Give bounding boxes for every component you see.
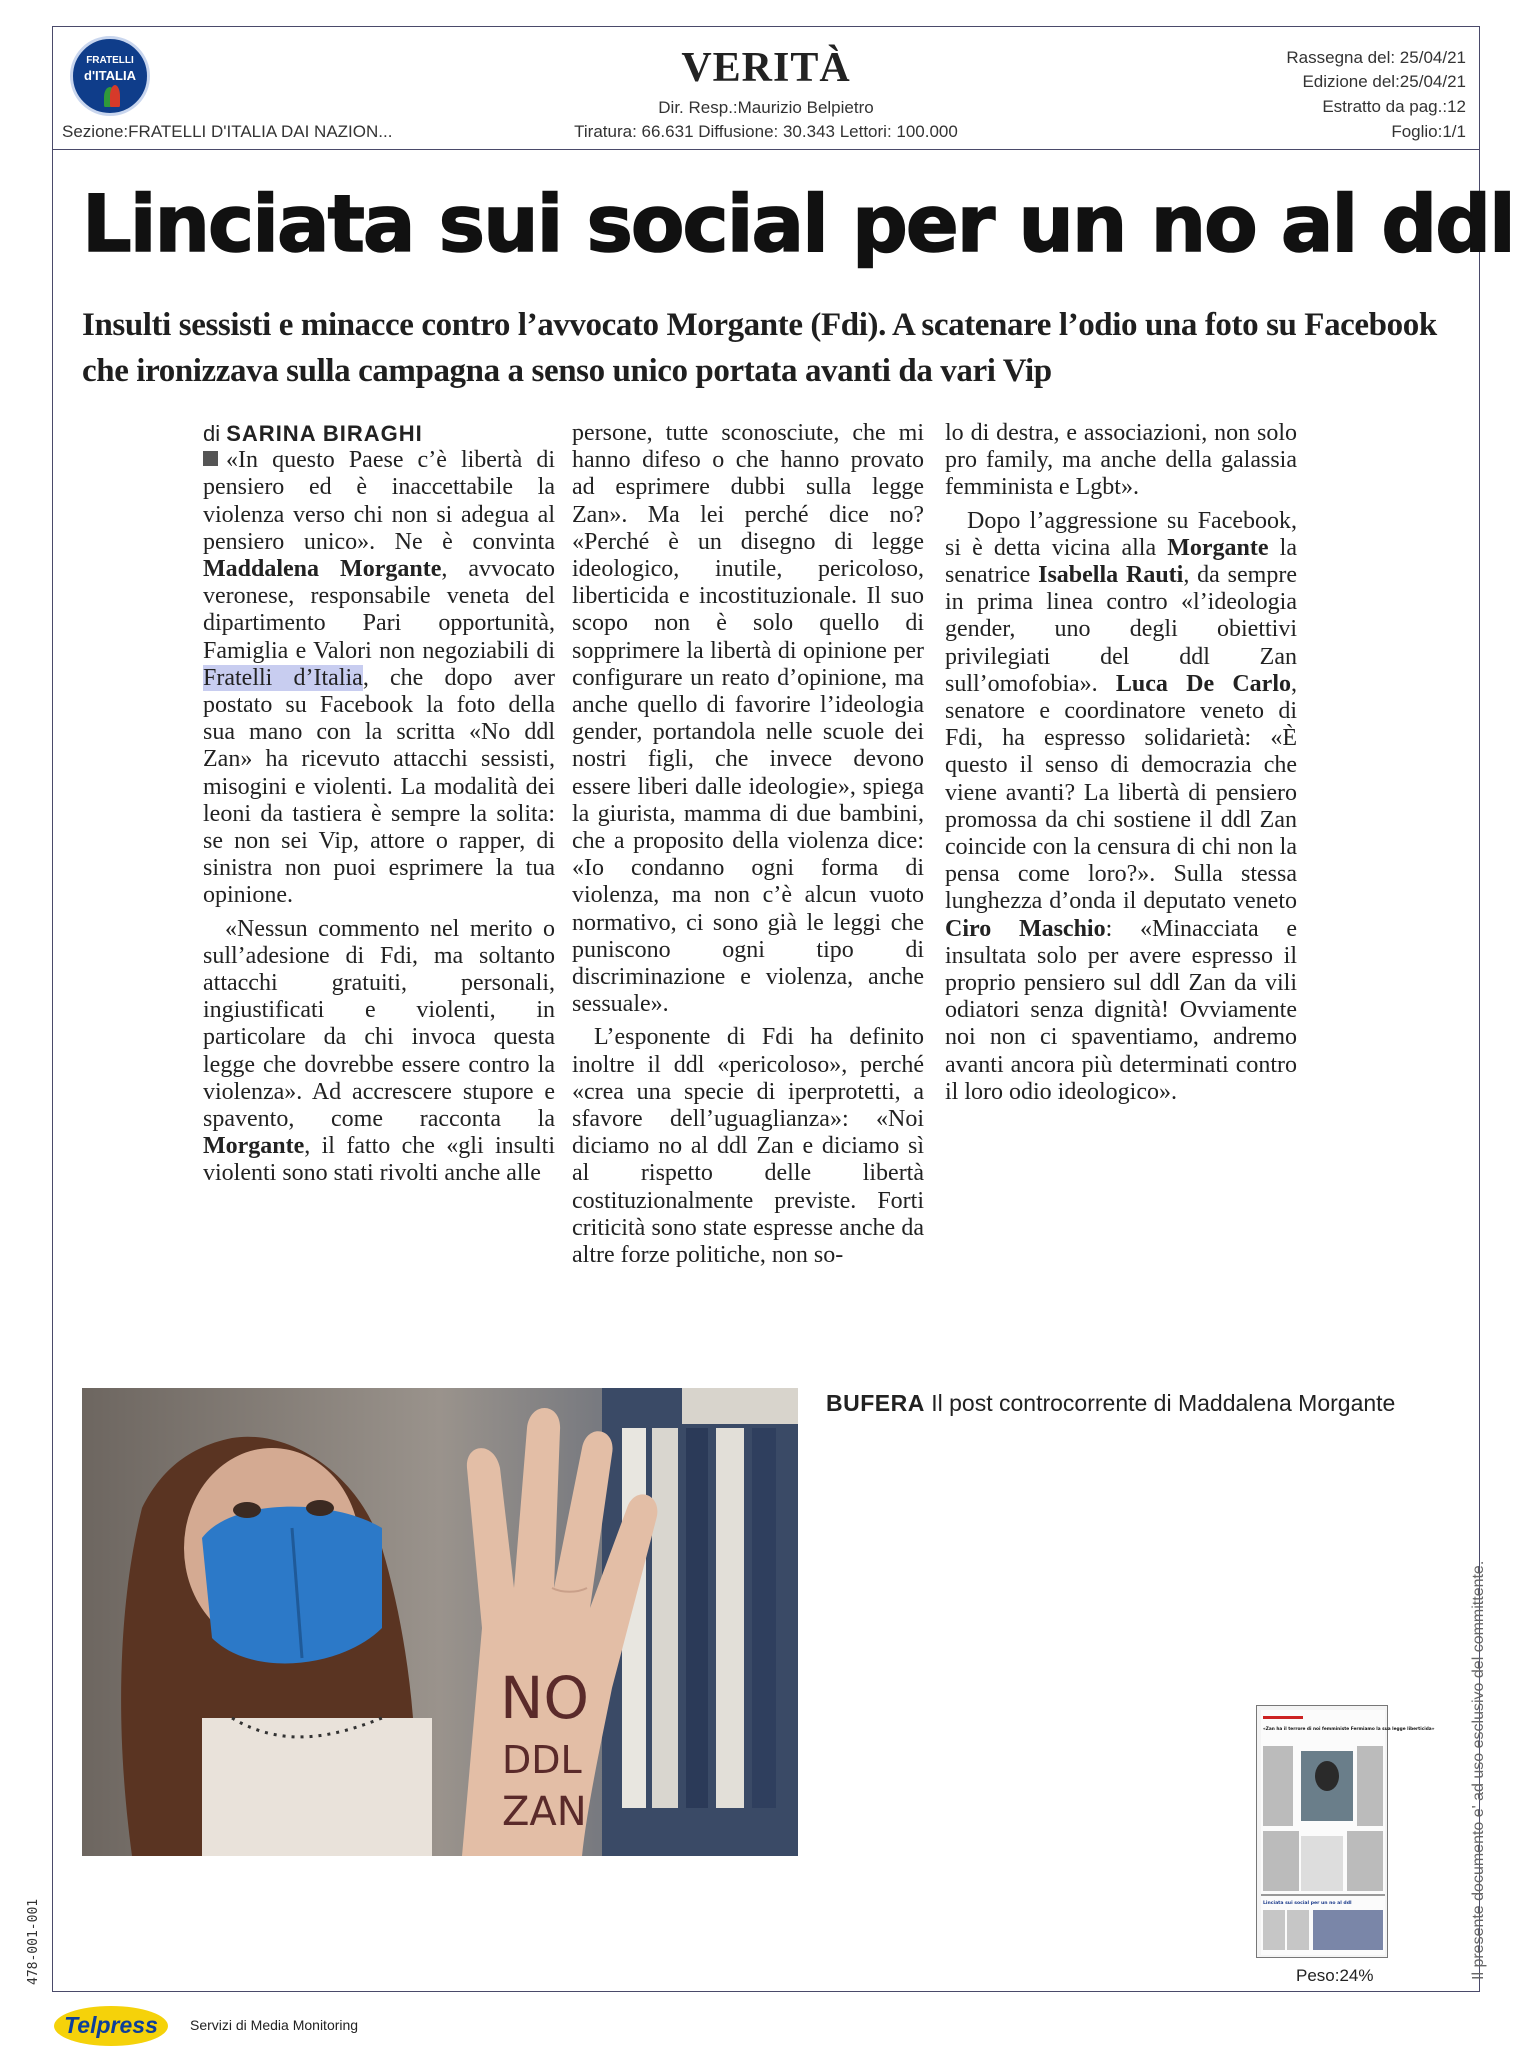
- svg-text:«Zan ha il terrore di noi femm: «Zan ha il terrore di noi femministe Fermiamo la sua legge liberticida»: [1263, 1727, 1435, 1732]
- author-name: SARINA BIRAGHI: [226, 421, 423, 446]
- review-date: Rassegna del: 25/04/21: [1286, 48, 1466, 67]
- article-column-2: [572, 420, 924, 1269]
- sheet-number: Foglio:1/1: [1391, 122, 1466, 141]
- svg-text:DDL: DDL: [502, 1738, 582, 1782]
- svg-text:ZAN: ZAN: [502, 1789, 587, 1835]
- paragraph: «Nessun commento nel merito o sull’adesione di Fdi, ma soltanto attacchi gratuiti, personali, ingiustificati e violenti, in particolare da chi invoca questa legge che dovrebbe essere contro la violenza». Ad accrescere stupore e spavento, come racconta la Morgante, il fatto che «gli insulti violenti sono stati rivolti anche alle: [203, 915, 555, 1187]
- paragraph: «In questo Paese c’è libertà di pensiero ed è inaccettabile la violenza verso chi non si adegua al pensiero unico». Ne è convinta Maddalena Morgante, avvocato veronese, responsabile veneta del dipartimento Pari opportunità, Famiglia e Valori non negoziabili di Fratelli d’Italia, che dopo aver postato su Facebook la foto della sua mano con la scritta «No ddl Zan» ha ricevuto attacchi sessisti, misogini e violenti. La modalità dei leoni da tastiera è sempre la solita: se non sei Vip, attore o rapper, di sinistra non puoi esprimere la tua opinione.: [203, 447, 555, 909]
- article-title: Linciata sui social per un no al ddl: [82, 180, 1514, 270]
- paragraph: persone, tutte sconosciute, che mi hanno difeso o che hanno provato ad esprimere dubbi sulla legge Zan». Ma lei perché dice no? «Perché è un disegno di legge ideologico, inutile, pericoloso, liberticida e incostituzionale. Il suo scopo non è solo quello di sopprimere la libertà di opinione per configurare un reato d’opinione, ma anche quello di favorire l’ideologia gender, portandola nelle scuole dei nostri figli, che invece devono essere liberi dalle ideologie», spiega la giurista, mamma di due bambini, che a proposito della violenza dice: «Io condanno ogni forma di violenza, ma non c’è alcun vuoto normativo, ci sono già le leggi che puniscono ogni tipo di discriminazione e violenza, anche sessuale».: [572, 420, 924, 1018]
- paragraph: L’esponente di Fdi ha definito inoltre il ddl «pericoloso», perché «crea una specie di iperprotetti, a sfavore dell’uguaglianza»: «Noi diciamo no al ddl Zan e diciamo sì al rispetto delle libertà costituzionalmente previste. Forti criticità sono state espresse anche da altre forze politiche, non so-: [572, 1024, 924, 1269]
- director-line: Dir. Resp.:Maurizio Belpietro: [658, 98, 874, 117]
- document-code: 478-001-001: [26, 1898, 41, 1985]
- fratelli-ditalia-logo: FRATELLI d'ITALIA: [70, 36, 150, 116]
- byline: di SARINA BIRAGHI: [203, 421, 423, 446]
- square-bullet-icon: [203, 451, 218, 466]
- article-subtitle: Insulti sessisti e minacce contro l’avvocato Morgante (Fdi). A scatenare l’odio una foto su Facebook che ironizzava sulla campagna a senso unico portata avanti da vari Vip: [82, 307, 1437, 389]
- svg-text:NO: NO: [500, 1664, 590, 1732]
- publication-name: VERITÀ: [681, 45, 851, 91]
- article-column-3: [945, 420, 1297, 1106]
- photo-caption: BUFERA Il post controcorrente di Maddalena Morgante: [826, 1390, 1396, 1416]
- edition-date: Edizione del:25/04/21: [1302, 72, 1466, 91]
- circulation-line: Tiratura: 66.631 Diffusione: 30.343 Lettori: 100.000: [574, 122, 958, 141]
- paragraph: lo di destra, e associazioni, non solo pro family, ma anche della galassia femminista e Lgbt».: [945, 420, 1297, 501]
- usage-notice: Il presente documento e' ad uso esclusivo del committente.: [1470, 1560, 1487, 1980]
- clipping-header: [52, 26, 1480, 150]
- services-label: Servizi di Media Monitoring: [190, 2017, 359, 2033]
- page-thumbnail: [1256, 1705, 1435, 1958]
- weight-label: Peso:24%: [1296, 1966, 1374, 1985]
- svg-text:Linciata sui social per un no: Linciata sui social per un no al ddl: [1263, 1901, 1352, 1906]
- page-preview-graphic: [1257, 1706, 1435, 1959]
- woman-no-ddl-zan-photo: [82, 1388, 798, 1856]
- highlighted-keyword: Fratelli d’Italia: [203, 664, 363, 691]
- telpress-logo: Telpress: [54, 2006, 168, 2046]
- section-line: Sezione:FRATELLI D'ITALIA DAI NAZION...: [62, 122, 393, 141]
- article-photo: [82, 1388, 798, 1856]
- page-from: Estratto da pag.:12: [1322, 97, 1466, 116]
- article-column-1: [203, 420, 555, 1188]
- paragraph: Dopo l’aggressione su Facebook, si è detta vicina alla Morgante la senatrice Isabella Rauti, da sempre in prima linea contro «l’ideologia gender, uno degli obiettivi privilegiati del ddl Zan sull’omofobia». Luca De Carlo, senatore e coordinatore veneto di Fdi, ha espresso solidarietà: «È questo il senso di democrazia che viene avanti? La libertà di pensiero promossa da chi sostiene il ddl Zan coincide con la censura di chi non la pensa come loro?». Sulla stessa lunghezza d’onda il deputato veneto Ciro Maschio: «Minacciata e insultata solo per avere espresso il proprio pensiero sul ddl Zan da vili odiatori senza dignità! Ovviamente noi non ci spaventiamo, andremo avanti ancora più determinati contro il loro odio ideologico».: [945, 507, 1297, 1105]
